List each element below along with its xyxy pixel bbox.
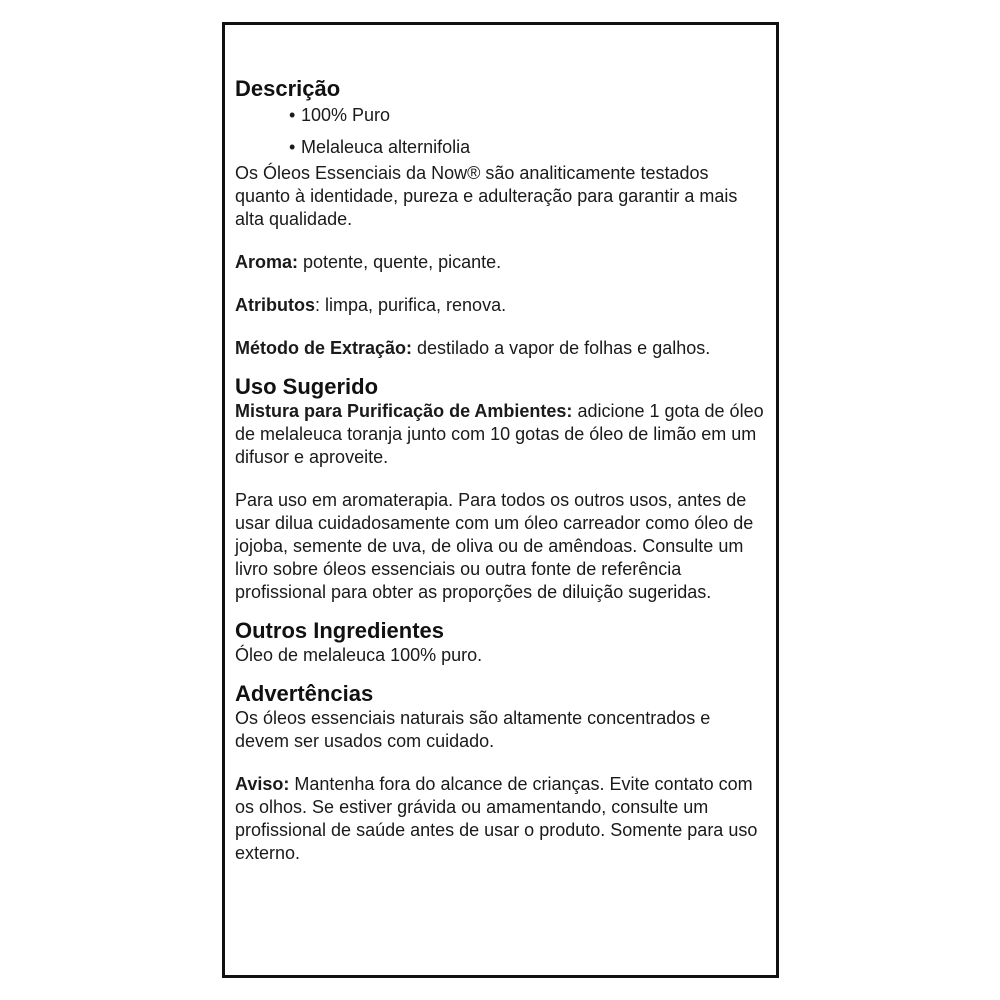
descricao-intro: Os Óleos Essenciais da Now® são analiticamente testados quanto à identidade, pureza e adulteração para garantir a mais alta qualidade. [235, 163, 738, 229]
aroma-label: Aroma: [235, 252, 299, 272]
bullet-item: • 100% Puro [289, 104, 765, 127]
metodo-label: Método de Extração: [235, 338, 413, 358]
label-content [235, 76, 765, 865]
atributos-text: : limpa, purifica, renova. [315, 295, 507, 315]
ingredientes-heading: Outros Ingredientes [235, 618, 445, 643]
descricao-bullet-list [235, 104, 765, 159]
uso-heading: Uso Sugerido [235, 374, 379, 399]
bullet-item: • Melaleuca alternifolia [289, 136, 765, 159]
metodo-text: destilado a vapor de folhas e galhos. [412, 338, 711, 358]
aroma-text: potente, quente, picante. [298, 252, 502, 272]
advertencias-text: Os óleos essenciais naturais são altamente concentrados e devem ser usados com cuidado. [235, 708, 711, 751]
aviso-label: Aviso: [235, 774, 290, 794]
atributos-line [235, 294, 765, 317]
aviso-text: Mantenha fora do alcance de crianças. Evite contato com os olhos. Se estiver grávida ou amamentando, consulte um profissional de saúde antes de usar o produto. Somente para uso externo. [235, 774, 758, 863]
aviso-paragraph [235, 773, 765, 865]
mistura-paragraph [235, 400, 765, 469]
aroma-line [235, 251, 765, 274]
metodo-line [235, 337, 765, 360]
advertencias-heading: Advertências [235, 681, 374, 706]
ingredientes-text: Óleo de melaleuca 100% puro. [235, 645, 483, 665]
atributos-label: Atributos [235, 295, 315, 315]
mistura-label: Mistura para Purificação de Ambientes: [235, 401, 573, 421]
mistura-text: adicione 1 gota de óleo de melaleuca toranja junto com 10 gotas de óleo de limão em um difusor e aproveite. [235, 401, 764, 467]
aromaterapia-paragraph: Para uso em aromaterapia. Para todos os outros usos, antes de usar dilua cuidadosamente com um óleo carreador como óleo de jojoba, semente de uva, de oliva ou de amêndoas. Consulte um livro sobre óleos essenciais ou outra fonte de referência profissional para obter as proporções de diluição sugeridas. [235, 490, 754, 602]
descricao-heading: Descrição [235, 76, 341, 101]
